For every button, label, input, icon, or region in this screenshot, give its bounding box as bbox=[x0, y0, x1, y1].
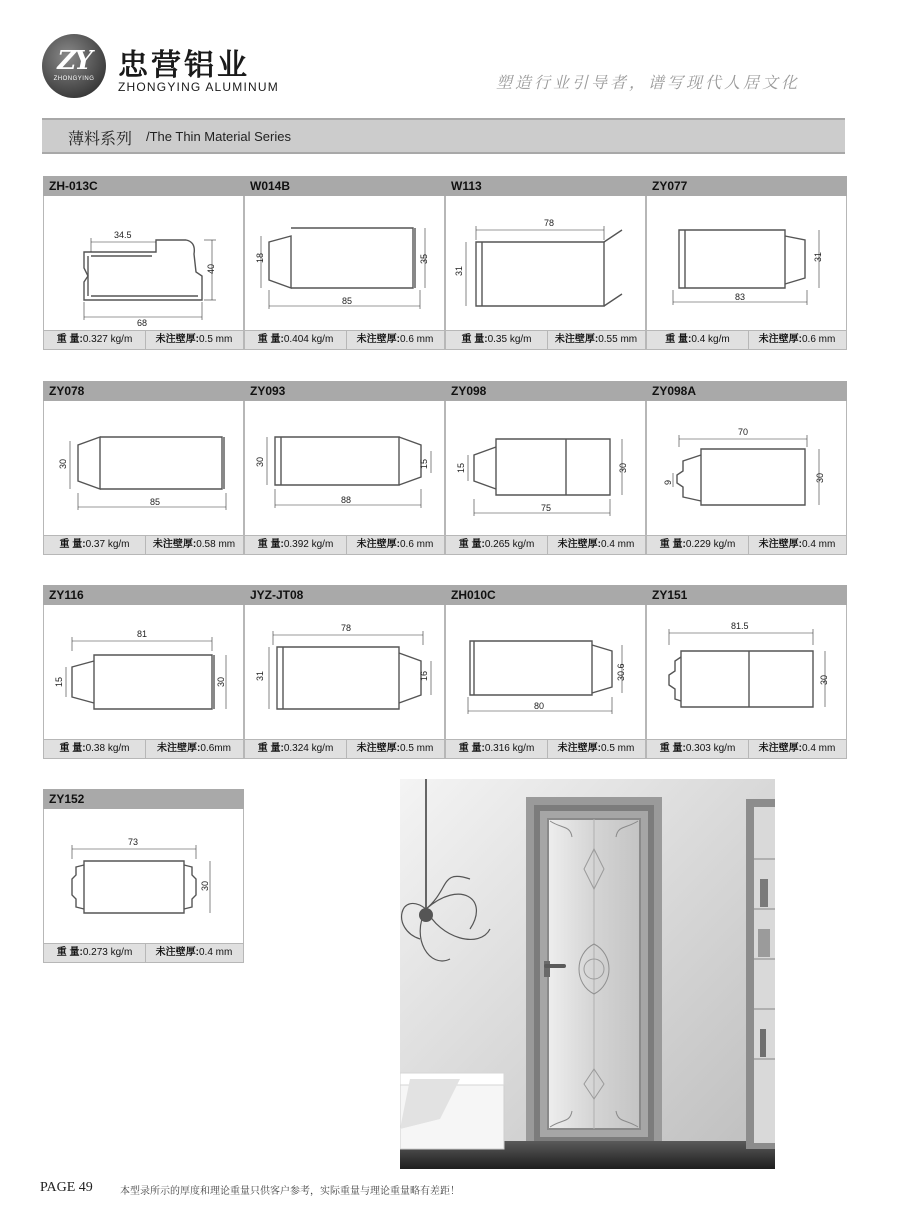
page-number: PAGE 49 bbox=[40, 1180, 93, 1195]
spec-row bbox=[445, 739, 646, 759]
weight-label: 重 量: bbox=[56, 334, 83, 345]
dimension-label: 30 bbox=[819, 674, 829, 685]
thickness-label: 未注壁厚: bbox=[758, 743, 802, 754]
product-code: ZH010C bbox=[445, 585, 646, 605]
profile-diagram bbox=[43, 809, 244, 943]
spec-row bbox=[646, 330, 847, 350]
thickness-label: 未注壁厚: bbox=[356, 334, 400, 345]
weight-value: 0.303 kg/m bbox=[685, 743, 736, 754]
weight-value: 0.327 kg/m bbox=[82, 334, 133, 345]
dimension-label: 30 bbox=[200, 880, 210, 891]
weight-value: 0.273 kg/m bbox=[82, 947, 133, 958]
product-code: W014B bbox=[244, 176, 445, 196]
dimension-label: 30 bbox=[255, 456, 265, 467]
profile-diagram bbox=[244, 605, 445, 739]
spec-row bbox=[445, 535, 646, 555]
logo-mark: ZY bbox=[57, 46, 91, 76]
weight-label: 重 量: bbox=[56, 947, 83, 958]
thickness-value: 0.55 mm bbox=[598, 334, 638, 345]
dimension-label: 31 bbox=[813, 251, 823, 262]
dimension-label: 85 bbox=[150, 497, 161, 507]
thickness-label: 未注壁厚: bbox=[152, 539, 197, 550]
spec-row bbox=[646, 535, 847, 555]
product-card bbox=[244, 176, 445, 350]
profile-diagram bbox=[43, 605, 244, 739]
dimension-label: 9 bbox=[663, 479, 673, 485]
spec-row bbox=[43, 535, 244, 555]
product-code: JYZ-JT08 bbox=[244, 585, 445, 605]
thickness-label: 未注壁厚: bbox=[356, 539, 400, 550]
series-title-cn: 薄料系列 bbox=[68, 129, 133, 148]
product-code: ZY078 bbox=[43, 381, 244, 401]
profile-diagram bbox=[445, 196, 646, 330]
dimension-label: 31 bbox=[255, 670, 265, 681]
dimension-label: 18 bbox=[255, 252, 265, 263]
product-card bbox=[646, 176, 847, 350]
logo-subtext: ZHONGYING bbox=[53, 76, 95, 82]
dimension-label: 78 bbox=[544, 218, 555, 228]
dimension-label: 30.6 bbox=[616, 663, 626, 681]
weight-value: 0.404 kg/m bbox=[283, 334, 334, 345]
spec-row bbox=[43, 943, 244, 963]
thickness-value: 0.6 mm bbox=[400, 334, 434, 345]
weight-label: 重 量: bbox=[59, 539, 86, 550]
dimension-label: 15 bbox=[419, 458, 429, 469]
dimension-label: 81 bbox=[137, 629, 148, 639]
dimension-label: 88 bbox=[341, 495, 352, 505]
weight-value: 0.265 kg/m bbox=[484, 539, 535, 550]
product-card bbox=[646, 585, 847, 759]
weight-label: 重 量: bbox=[665, 334, 692, 345]
profile-diagram bbox=[43, 196, 244, 330]
thickness-label: 未注壁厚: bbox=[758, 334, 802, 345]
dimension-label: 78 bbox=[341, 623, 352, 633]
product-card bbox=[445, 176, 646, 350]
dimension-label: 30 bbox=[618, 462, 628, 473]
thickness-value: 0.5 mm bbox=[601, 743, 635, 754]
weight-value: 0.4 kg/m bbox=[691, 334, 730, 345]
weight-label: 重 量: bbox=[257, 334, 284, 345]
profile-diagram bbox=[244, 196, 445, 330]
product-code: ZY093 bbox=[244, 381, 445, 401]
product-code: W113 bbox=[445, 176, 646, 196]
weight-value: 0.229 kg/m bbox=[685, 539, 736, 550]
product-card bbox=[244, 381, 445, 555]
weight-label: 重 量: bbox=[257, 539, 284, 550]
spec-row bbox=[244, 330, 445, 350]
product-card bbox=[445, 381, 646, 555]
thickness-value: 0.5 mm bbox=[400, 743, 434, 754]
thickness-value: 0.5 mm bbox=[199, 334, 233, 345]
dimension-label: 75 bbox=[541, 503, 552, 513]
thickness-label: 未注壁厚: bbox=[554, 334, 599, 345]
thickness-label: 未注壁厚: bbox=[557, 539, 601, 550]
profile-diagram bbox=[445, 401, 646, 535]
product-card bbox=[43, 585, 244, 759]
thickness-value: 0.4 mm bbox=[601, 539, 635, 550]
spec-row bbox=[244, 535, 445, 555]
dimension-label: 40 bbox=[206, 263, 216, 274]
product-card bbox=[646, 381, 847, 555]
product-code: ZY152 bbox=[43, 789, 244, 809]
product-code: ZH-013C bbox=[43, 176, 244, 196]
weight-label: 重 量: bbox=[659, 539, 686, 550]
dimension-label: 30 bbox=[216, 676, 226, 687]
company-logo bbox=[42, 34, 106, 98]
profile-diagram bbox=[646, 605, 847, 739]
spec-row bbox=[646, 739, 847, 759]
weight-value: 0.37 kg/m bbox=[85, 539, 130, 550]
weight-label: 重 量: bbox=[59, 743, 86, 754]
profile-diagram bbox=[646, 401, 847, 535]
weight-value: 0.38 kg/m bbox=[85, 743, 130, 754]
disclaimer-note: 本型录所示的厚度和理论重量只供客户参考，实际重量与理论重量略有差距！ bbox=[120, 1186, 460, 1197]
profile-diagram bbox=[43, 401, 244, 535]
dimension-label: 16 bbox=[419, 670, 429, 681]
brand-name-en: ZHONGYING ALUMINUM bbox=[118, 80, 279, 94]
thickness-label: 未注壁厚: bbox=[557, 743, 601, 754]
thickness-value: 0.4 mm bbox=[199, 947, 233, 958]
dimension-label: 30 bbox=[815, 472, 825, 483]
dimension-label: 68 bbox=[137, 318, 148, 328]
product-code: ZY116 bbox=[43, 585, 244, 605]
series-title-en: /The Thin Material Series bbox=[146, 129, 291, 144]
dimension-label: 15 bbox=[456, 462, 466, 473]
profile-diagram bbox=[445, 605, 646, 739]
spec-row bbox=[43, 739, 244, 759]
thickness-value: 0.4 mm bbox=[802, 539, 836, 550]
product-card bbox=[43, 381, 244, 555]
brand-name-cn: 忠营铝业 bbox=[118, 48, 250, 83]
product-card bbox=[244, 585, 445, 759]
weight-value: 0.324 kg/m bbox=[283, 743, 334, 754]
thickness-value: 0.58 mm bbox=[196, 539, 236, 550]
interior-door-photo bbox=[400, 779, 775, 1169]
product-code: ZY077 bbox=[646, 176, 847, 196]
thickness-value: 0.4 mm bbox=[802, 743, 836, 754]
slogan: 塑造行业引导者，谱写现代人居文化 bbox=[496, 73, 801, 92]
thickness-label: 未注壁厚: bbox=[356, 743, 400, 754]
dimension-label: 85 bbox=[342, 296, 353, 306]
product-code: ZY098A bbox=[646, 381, 847, 401]
weight-label: 重 量: bbox=[659, 743, 686, 754]
dimension-label: 81.5 bbox=[731, 621, 749, 631]
product-code: ZY098 bbox=[445, 381, 646, 401]
dimension-label: 80 bbox=[534, 701, 545, 711]
thickness-label: 未注壁厚: bbox=[758, 539, 802, 550]
weight-label: 重 量: bbox=[458, 539, 485, 550]
thickness-label: 未注壁厚: bbox=[157, 743, 201, 754]
thickness-label: 未注壁厚: bbox=[155, 334, 199, 345]
weight-label: 重 量: bbox=[461, 334, 488, 345]
spec-row bbox=[244, 739, 445, 759]
dimension-label: 30 bbox=[58, 458, 68, 469]
dimension-label: 83 bbox=[735, 292, 746, 302]
thickness-label: 未注壁厚: bbox=[155, 947, 199, 958]
profile-diagram bbox=[244, 401, 445, 535]
product-card bbox=[43, 176, 244, 350]
weight-label: 重 量: bbox=[257, 743, 284, 754]
series-title-bar bbox=[42, 118, 845, 154]
thickness-value: 0.6mm bbox=[200, 743, 231, 754]
dimension-label: 34.5 bbox=[114, 230, 132, 240]
weight-value: 0.35 kg/m bbox=[487, 334, 532, 345]
product-card bbox=[445, 585, 646, 759]
product-code: ZY151 bbox=[646, 585, 847, 605]
weight-label: 重 量: bbox=[458, 743, 485, 754]
thickness-value: 0.6 mm bbox=[400, 539, 434, 550]
dimension-label: 70 bbox=[738, 427, 749, 437]
spec-row bbox=[445, 330, 646, 350]
dimension-label: 31 bbox=[454, 265, 464, 276]
dimension-label: 35 bbox=[419, 253, 429, 264]
profile-diagram bbox=[646, 196, 847, 330]
dimension-label: 73 bbox=[128, 837, 139, 847]
weight-value: 0.316 kg/m bbox=[484, 743, 535, 754]
weight-value: 0.392 kg/m bbox=[283, 539, 334, 550]
spec-row bbox=[43, 330, 244, 350]
thickness-value: 0.6 mm bbox=[802, 334, 836, 345]
dimension-label: 15 bbox=[54, 676, 64, 687]
product-card bbox=[43, 789, 244, 963]
